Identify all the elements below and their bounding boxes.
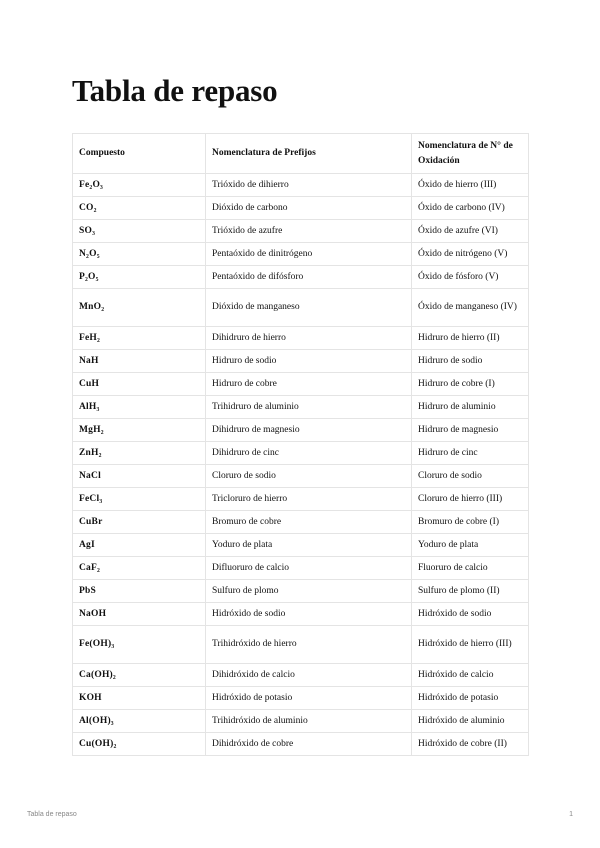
cell-compound: CaF₂ — [73, 557, 206, 580]
cell-prefix-name: Dihidróxido de calcio — [206, 664, 412, 687]
table-row — [73, 373, 529, 396]
cell-compound: Ca(OH)₂ — [73, 664, 206, 687]
cell-oxidation-name: Hidróxido de hierro (III) — [412, 626, 529, 664]
cell-prefix-name: Trihidróxido de aluminio — [206, 710, 412, 733]
table-row — [73, 327, 529, 350]
cell-prefix-name: Dihidróxido de cobre — [206, 733, 412, 756]
cell-oxidation-name: Óxido de nitrógeno (V) — [412, 243, 529, 266]
cell-prefix-name: Tricloruro de hierro — [206, 488, 412, 511]
table-header-row — [73, 134, 529, 174]
table-row — [73, 220, 529, 243]
cell-compound: AgI — [73, 534, 206, 557]
cell-compound: PbS — [73, 580, 206, 603]
table-row — [73, 350, 529, 373]
cell-prefix-name: Dihidruro de magnesio — [206, 419, 412, 442]
cell-prefix-name: Sulfuro de plomo — [206, 580, 412, 603]
table-row — [73, 396, 529, 419]
cell-compound: Fe₂O₃ — [73, 174, 206, 197]
table-row — [73, 419, 529, 442]
cell-prefix-name: Trihidróxido de hierro — [206, 626, 412, 664]
cell-oxidation-name: Óxido de fósforo (V) — [412, 266, 529, 289]
table-row — [73, 442, 529, 465]
page-title: Tabla de repaso — [72, 73, 278, 108]
header-oxidation-nomenclature: Nomenclatura de N° de Oxidación — [412, 134, 529, 174]
cell-oxidation-name: Bromuro de cobre (I) — [412, 511, 529, 534]
cell-prefix-name: Dióxido de carbono — [206, 197, 412, 220]
cell-prefix-name: Pentaóxido de dinitrógeno — [206, 243, 412, 266]
table-body — [73, 174, 529, 756]
review-table — [72, 133, 529, 756]
table-row — [73, 603, 529, 626]
cell-compound: MgH₂ — [73, 419, 206, 442]
cell-prefix-name: Pentaóxido de difósforo — [206, 266, 412, 289]
cell-compound: CO₂ — [73, 197, 206, 220]
table-row — [73, 557, 529, 580]
cell-oxidation-name: Hidróxido de sodio — [412, 603, 529, 626]
cell-oxidation-name: Yoduro de plata — [412, 534, 529, 557]
cell-compound: P₂O₅ — [73, 266, 206, 289]
cell-oxidation-name: Hidróxido de potasio — [412, 687, 529, 710]
cell-compound: Cu(OH)₂ — [73, 733, 206, 756]
header-compound: Compuesto — [73, 134, 206, 174]
table-row — [73, 664, 529, 687]
table-row — [73, 733, 529, 756]
cell-oxidation-name: Hidróxido de cobre (II) — [412, 733, 529, 756]
table-row — [73, 266, 529, 289]
table-row — [73, 174, 529, 197]
header-prefix-nomenclature: Nomenclatura de Prefijos — [206, 134, 412, 174]
cell-oxidation-name: Hidruro de cobre (I) — [412, 373, 529, 396]
cell-compound: FeCl₃ — [73, 488, 206, 511]
cell-prefix-name: Trióxido de azufre — [206, 220, 412, 243]
cell-compound: AlH₃ — [73, 396, 206, 419]
cell-prefix-name: Dihidruro de cinc — [206, 442, 412, 465]
cell-oxidation-name: Óxido de azufre (VI) — [412, 220, 529, 243]
cell-oxidation-name: Óxido de carbono (IV) — [412, 197, 529, 220]
cell-prefix-name: Yoduro de plata — [206, 534, 412, 557]
cell-compound: CuH — [73, 373, 206, 396]
cell-prefix-name: Dióxido de manganeso — [206, 289, 412, 327]
cell-prefix-name: Hidruro de sodio — [206, 350, 412, 373]
cell-prefix-name: Cloruro de sodio — [206, 465, 412, 488]
cell-compound: Al(OH)₃ — [73, 710, 206, 733]
cell-compound: SO₃ — [73, 220, 206, 243]
cell-prefix-name: Hidróxido de sodio — [206, 603, 412, 626]
cell-oxidation-name: Hidruro de cinc — [412, 442, 529, 465]
cell-compound: Fe(OH)₃ — [73, 626, 206, 664]
footer-doc-title: Tabla de repaso — [27, 811, 77, 818]
cell-compound: NaH — [73, 350, 206, 373]
cell-oxidation-name: Óxido de hierro (III) — [412, 174, 529, 197]
cell-oxidation-name: Cloruro de hierro (III) — [412, 488, 529, 511]
cell-compound: KOH — [73, 687, 206, 710]
table-row — [73, 289, 529, 327]
cell-oxidation-name: Óxido de manganeso (IV) — [412, 289, 529, 327]
cell-oxidation-name: Fluoruro de calcio — [412, 557, 529, 580]
table-row — [73, 710, 529, 733]
cell-compound: ZnH₂ — [73, 442, 206, 465]
cell-compound: CuBr — [73, 511, 206, 534]
cell-prefix-name: Trihidruro de aluminio — [206, 396, 412, 419]
cell-oxidation-name: Hidróxido de aluminio — [412, 710, 529, 733]
table-row — [73, 626, 529, 664]
cell-prefix-name: Hidruro de cobre — [206, 373, 412, 396]
table-row — [73, 534, 529, 557]
cell-oxidation-name: Hidruro de hierro (II) — [412, 327, 529, 350]
table-row — [73, 488, 529, 511]
cell-oxidation-name: Hidruro de magnesio — [412, 419, 529, 442]
cell-compound: MnO₂ — [73, 289, 206, 327]
table-row — [73, 511, 529, 534]
cell-prefix-name: Dihidruro de hierro — [206, 327, 412, 350]
cell-oxidation-name: Hidruro de aluminio — [412, 396, 529, 419]
table-row — [73, 465, 529, 488]
cell-prefix-name: Bromuro de cobre — [206, 511, 412, 534]
cell-prefix-name: Hidróxido de potasio — [206, 687, 412, 710]
cell-prefix-name: Trióxido de dihierro — [206, 174, 412, 197]
cell-oxidation-name: Hidruro de sodio — [412, 350, 529, 373]
table-row — [73, 197, 529, 220]
table-row — [73, 243, 529, 266]
table-row — [73, 687, 529, 710]
cell-compound: NaOH — [73, 603, 206, 626]
cell-prefix-name: Difluoruro de calcio — [206, 557, 412, 580]
cell-compound: N₂O₅ — [73, 243, 206, 266]
footer-page-number: 1 — [569, 811, 573, 818]
cell-oxidation-name: Sulfuro de plomo (II) — [412, 580, 529, 603]
cell-oxidation-name: Cloruro de sodio — [412, 465, 529, 488]
cell-compound: FeH₂ — [73, 327, 206, 350]
cell-oxidation-name: Hidróxido de calcio — [412, 664, 529, 687]
cell-compound: NaCl — [73, 465, 206, 488]
table-row — [73, 580, 529, 603]
